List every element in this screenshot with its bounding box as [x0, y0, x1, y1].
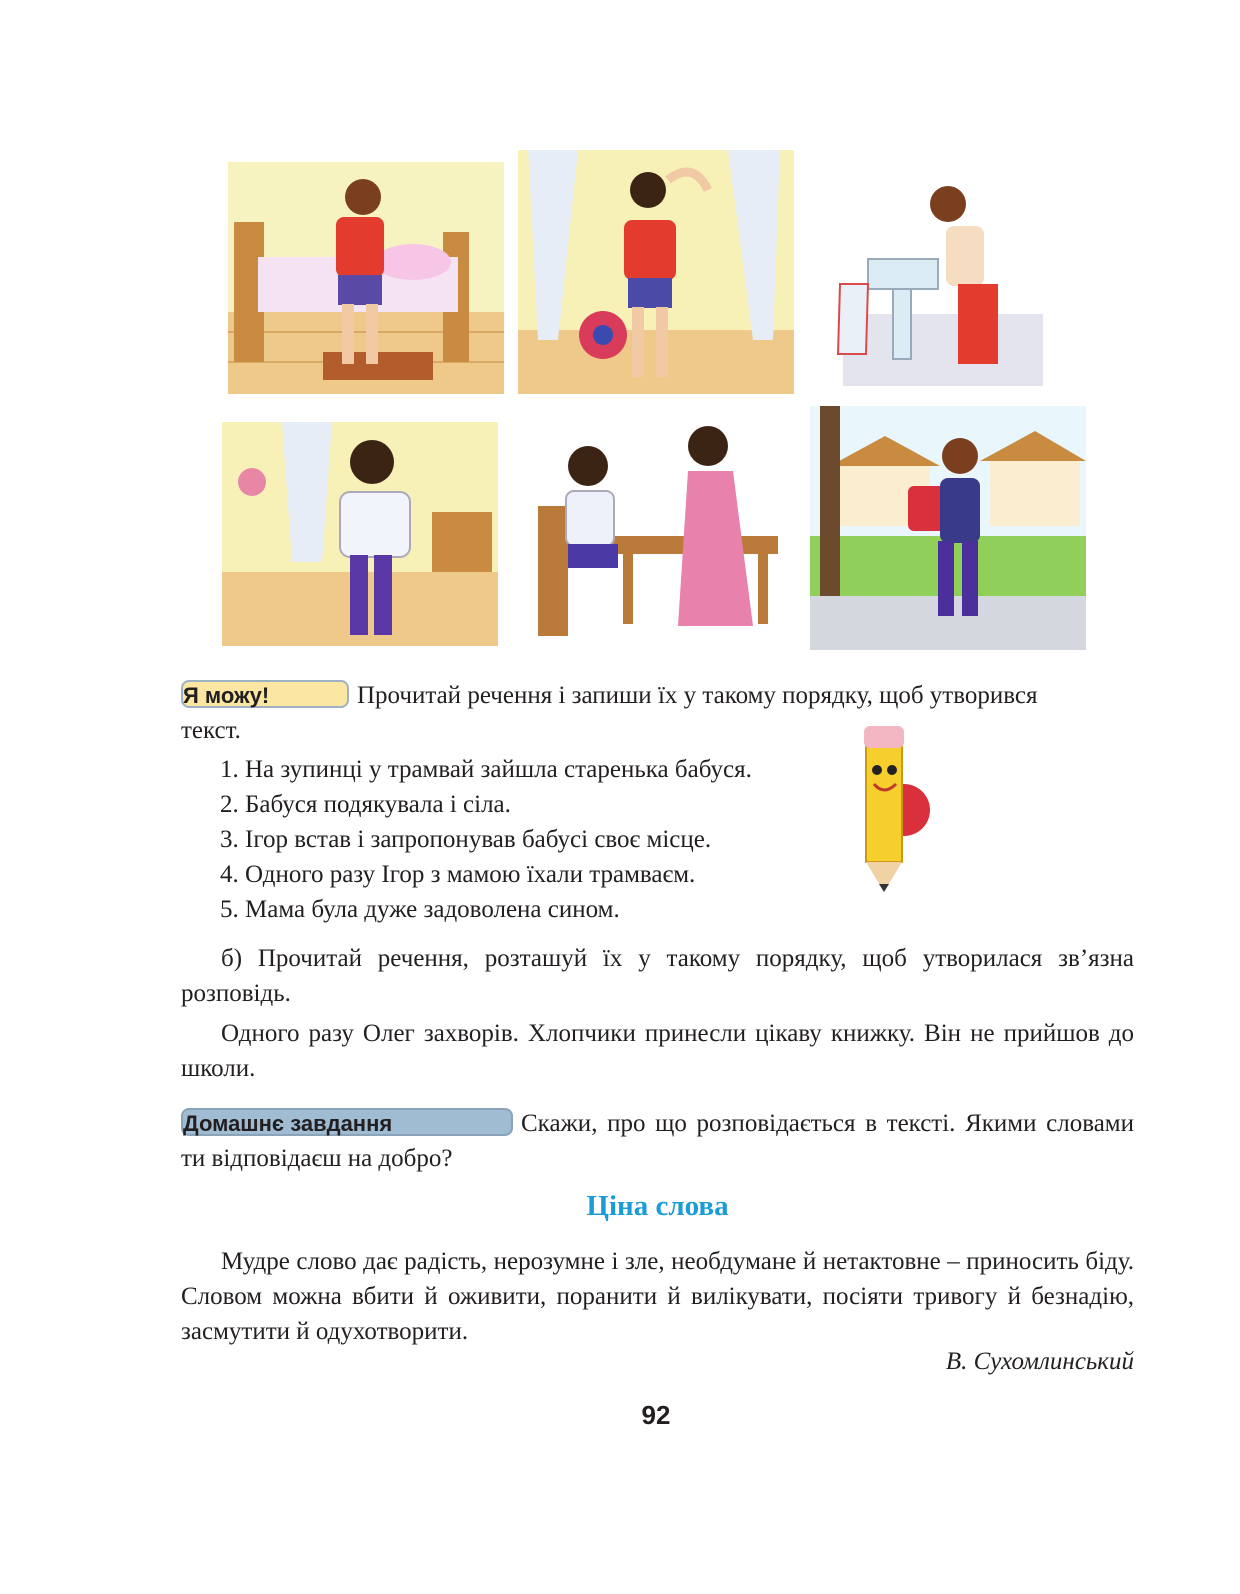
- illustration-boy-having-breakfast: [528, 416, 792, 656]
- task1-instruction: [181, 678, 1134, 748]
- sentence-list: [220, 752, 752, 927]
- list-item: 3. Ігор встав і запропонував бабусі своє місце.: [220, 826, 712, 853]
- homework-badge: Домашнє завдання: [181, 1108, 513, 1136]
- list-item: 5. Мама була дуже задоволена сином.: [220, 896, 620, 923]
- list-item: 1. На зупинці у трамвай зайшла старенька бабуся.: [220, 756, 752, 783]
- homework-text: Скажи, про що розповідається в тексті. Якими словами ти відповідаєш на добро?: [181, 1110, 1134, 1172]
- task-b-instruction: б) Прочитай речення, розташуй їх у такому порядку, щоб утворилася зв’язна розповідь.: [181, 945, 1134, 1007]
- illustration-boy-making-bed: [228, 162, 504, 394]
- reading-title: Ціна слова: [586, 1190, 729, 1222]
- task-b-sentences: Одного разу Олег захворів. Хлопчики принесли цікаву книжку. Він не прийшов до школи.: [181, 1020, 1134, 1082]
- illustrations-grid: [222, 150, 1092, 655]
- illustration-boy-doing-exercise: [518, 150, 794, 394]
- pencil-mascot-icon: [852, 722, 934, 894]
- task-badge-ya-mozhu: Я можу!: [181, 680, 349, 708]
- task1-instruction-line2: текст.: [181, 717, 241, 744]
- reading-text: Мудре слово дає радість, нерозумне і зле, необдумане й нетактовне – приносить біду. Словом можна вбити й оживити, поранити й вилікувати, посіяти тривогу й безнадію, засмутити й одухотворити.: [181, 1248, 1134, 1345]
- list-item: 4. Одного разу Ігор з мамою їхали трамваєм.: [220, 861, 696, 888]
- task1-instruction-line1: Прочитай речення і запиши їх у такому порядку, щоб утворився: [357, 682, 1038, 709]
- list-item: 2. Бабуся подякувала і сіла.: [220, 791, 511, 818]
- illustration-boy-getting-dressed: [222, 422, 498, 646]
- illustration-boy-washing-hands: [828, 164, 1050, 386]
- page-number: 92: [641, 1400, 671, 1430]
- illustration-boy-going-to-school: [810, 406, 1086, 650]
- reading-author: В. Сухомлинський: [945, 1348, 1134, 1375]
- homework: [181, 1106, 1134, 1176]
